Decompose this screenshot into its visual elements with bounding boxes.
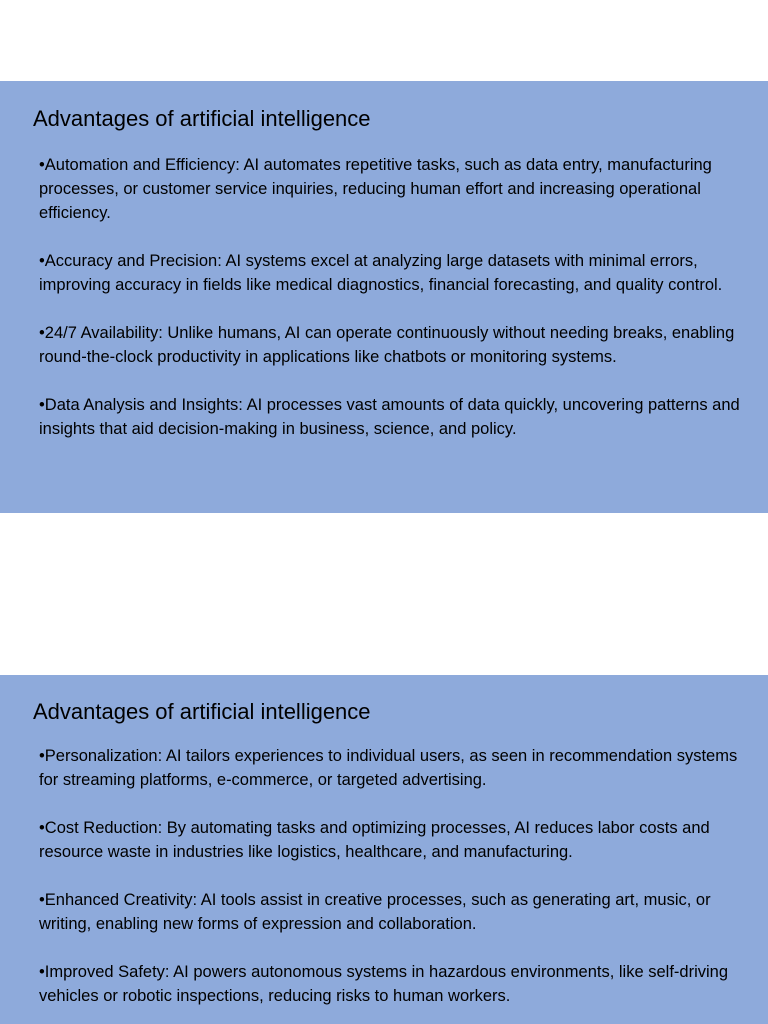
- bullet-accuracy-precision: •Accuracy and Precision: AI systems excel at analyzing large datasets with minimal errors, improving accuracy in fields like medical diagnostics, financial forecasting, and quality control.: [39, 252, 723, 294]
- bullet-enhanced-creativity: •Enhanced Creativity: AI tools assist in creative processes, such as generating art, music, or writing, enabling new forms of expression and collaboration.: [39, 891, 711, 933]
- bullet-improved-safety: •Improved Safety: AI powers autonomous systems in hazardous environments, like self-driving vehicles or robotic inspections, reducing risks to human workers.: [39, 963, 729, 1005]
- bullet-cost-reduction: •Cost Reduction: By automating tasks and optimizing processes, AI reduces labor costs and resource waste in industries like logistics, healthcare, and manufacturing.: [39, 819, 710, 861]
- bullet-automation-efficiency: •Automation and Efficiency: AI automates repetitive tasks, such as data entry, manufacturing processes, or customer service inquiries, reducing human effort and increasing operational efficiency.: [39, 156, 712, 222]
- bullet-personalization: •Personalization: AI tailors experiences to individual users, as seen in recommendation systems for streaming platforms, e-commerce, or targeted advertising.: [39, 747, 738, 789]
- bullet-availability: •24/7 Availability: Unlike humans, AI can operate continuously without needing breaks, enabling round-the-clock productivity in applications like chatbots or monitoring systems.: [39, 324, 735, 366]
- bullet-list: [33, 744, 740, 1008]
- slide-1: [0, 81, 768, 513]
- slide-2: [0, 675, 768, 1024]
- slide-title: Advantages of artificial intelligence: [33, 106, 371, 131]
- bullet-data-analysis: •Data Analysis and Insights: AI processes vast amounts of data quickly, uncovering patterns and insights that aid decision-making in business, science, and policy.: [39, 396, 740, 438]
- slide-title: Advantages of artificial intelligence: [33, 699, 371, 724]
- bullet-list: [33, 153, 740, 441]
